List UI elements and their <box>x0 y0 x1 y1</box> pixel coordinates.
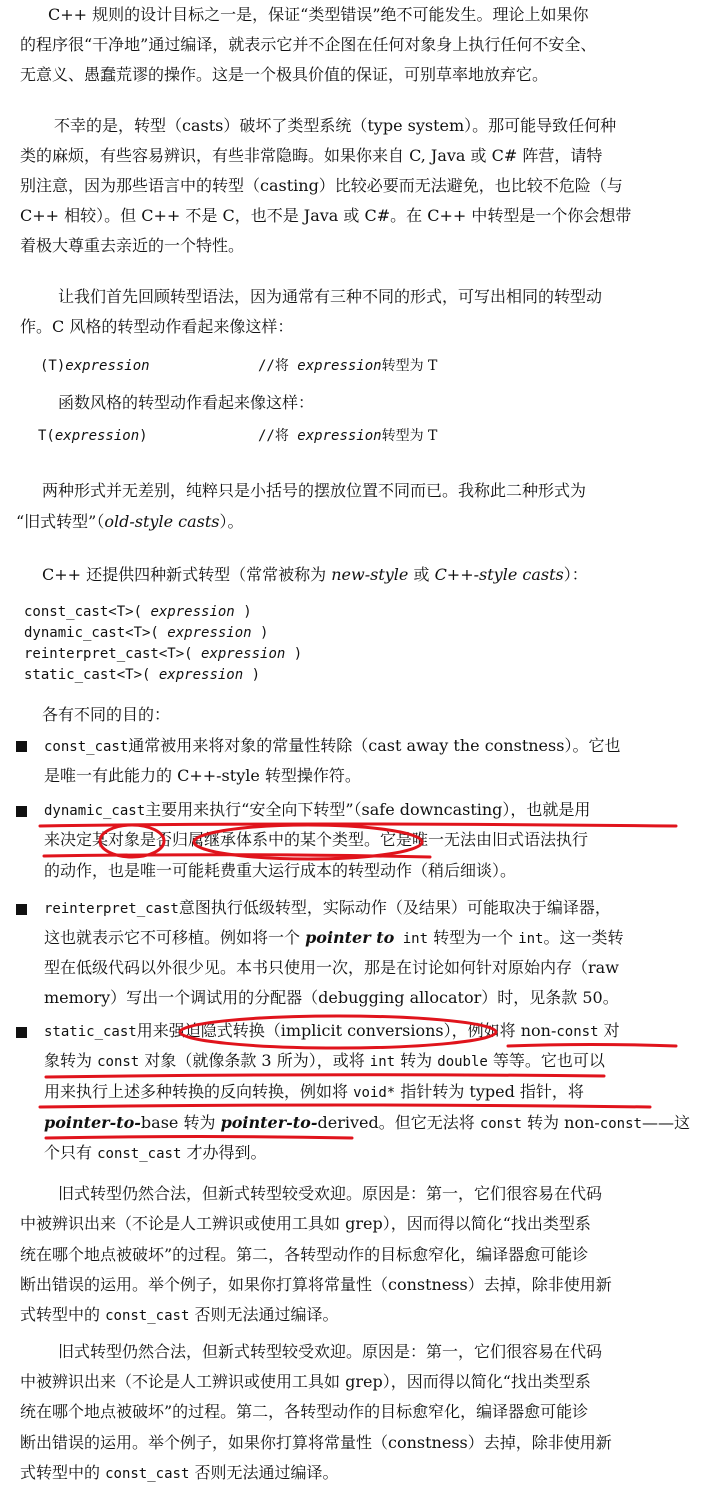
p1-line-3: 无意义、愚蠢荒谬的操作。这是一个极具价值的保证，可别草率地放弃它。 <box>20 65 549 84</box>
dynamic-cast-line-1: dynamic_cast主要用来执行“安全向下转型”（safe downcasting），也就是用 <box>44 800 591 819</box>
purpose-intro: 各有不同的目的： <box>42 705 171 724</box>
underline-static-cast-1 <box>508 1045 676 1047</box>
static-cast-line-1: static_cast用来强迫隐式转换（implicit conversions），例如将 non-const 对 <box>44 1021 620 1040</box>
reinterpret-cast-line-3: 型在低级代码以外很少见。本书只使用一次，那是在讨论如何针对原始内存（raw <box>44 958 619 977</box>
closing-2-line-3: 统在哪个地点被破坏”的过程。第二，各转型动作的目标愈窄化，编译器愈可能诊 <box>20 1402 589 1421</box>
closing-2-line-1: 旧式转型仍然合法，但新式转型较受欢迎。原因是：第一，它们很容易在代码 <box>58 1342 603 1361</box>
reinterpret-cast-line-4: memory）写出一个调试用的分配器（debugging allocator）时，见条款 50。 <box>44 988 619 1007</box>
p4-line-1: 两种形式并无差别，纯粹只是小括号的摆放位置不同而已。我称此二种形式为 <box>42 481 587 500</box>
func-style-intro: 函数风格的转型动作看起来像这样： <box>58 393 315 412</box>
new-cast-static: static_cast<T>( expression ) <box>24 667 261 683</box>
closing-2-line-4: 断出错误的运用。举个例子，如果你打算将常量性（constness）去掉，除非使用新 <box>20 1433 612 1452</box>
dynamic-cast-line-2: 来决定某对象是否归属继承体系中的某个类型。它是唯一无法由旧式语法执行 <box>44 830 589 849</box>
new-cast-reinterpret: reinterpret_cast<T>( expression ) <box>24 646 303 662</box>
func-style-cast-code: T(expression) <box>38 428 148 444</box>
closing-2-line-5: 式转型中的 const_cast 否则无法通过编译。 <box>20 1463 339 1482</box>
closing-2-line-2: 中被辨识出来（不论是人工辨识或使用工具如 grep），因而得以简化“找出类型系 <box>20 1372 591 1391</box>
bullet-marker <box>16 741 27 752</box>
reinterpret-cast-line-1: reinterpret_cast意图执行低级转型，实际动作（及结果）可能取决于编译器， <box>44 898 611 917</box>
p1-line-1: C++ 规则的设计目标之一是，保证“类型错误”绝不可能发生。理论上如果你 <box>48 5 589 24</box>
reinterpret-cast-line-2: 这也就表示它不可移植。例如将一个 pointer to int 转型为一个 int。这一类转 <box>44 928 624 947</box>
closing-1-line-1: 旧式转型仍然合法，但新式转型较受欢迎。原因是：第一，它们很容易在代码 <box>58 1184 603 1203</box>
closing-1-line-5: 式转型中的 const_cast 否则无法通过编译。 <box>20 1305 339 1324</box>
closing-1-line-2: 中被辨识出来（不论是人工辨识或使用工具如 grep），因而得以简化“找出类型系 <box>20 1214 591 1233</box>
const-cast-line-1: const_cast通常被用来将对象的常量性转除（cast away the constness）。它也 <box>44 736 621 755</box>
bullet-marker <box>16 1027 27 1038</box>
c-style-cast-comment: //将 expression转型为 T <box>258 358 438 374</box>
underline-static-cast-3 <box>40 1105 650 1107</box>
p2-line-5: 着极大尊重去亲近的一个特性。 <box>20 236 245 255</box>
new-cast-const: const_cast<T>( expression ) <box>24 604 252 620</box>
dynamic-cast-line-3: 的动作，也是唯一可能耗费重大运行成本的转型动作（稍后细谈）。 <box>44 861 517 880</box>
static-cast-line-3: 用来执行上述多种转换的反向转换，例如将 void* 指针转为 typed 指针，将 <box>44 1082 584 1101</box>
const-cast-line-2: 是唯一有此能力的 C++-style 转型操作符。 <box>44 766 361 785</box>
p3-line-2: 作。C 风格的转型动作看起来像这样： <box>20 317 294 336</box>
underline-dynamic-cast-2 <box>44 855 430 857</box>
p3-line-1: 让我们首先回顾转型语法，因为通常有三种不同的形式，可写出相同的转型动 <box>58 287 603 306</box>
p2-line-2: 类的麻烦，有些容易辨识，有些非常隐晦。如果你来自 C, Java 或 C# 阵营，请特 <box>20 146 603 165</box>
bullet-marker <box>16 904 27 915</box>
closing-1-line-3: 统在哪个地点被破坏”的过程。第二，各转型动作的目标愈窄化，编译器愈可能诊 <box>20 1245 589 1264</box>
underline-static-cast-4 <box>46 1137 352 1139</box>
underline-dynamic-cast-1 <box>40 824 676 826</box>
p2-line-4: C++ 相较）。但 C++ 不是 C，也不是 Java 或 C#。在 C++ 中转型是一个你会想带 <box>20 206 632 225</box>
static-cast-line-5: 个只有 const_cast 才办得到。 <box>44 1143 267 1162</box>
closing-1-line-4: 断出错误的运用。举个例子，如果你打算将常量性（constness）去掉，除非使用新 <box>20 1275 612 1294</box>
p2-line-3: 别注意，因为那些语言中的转型（casting）比较必要而无法避免，也比较不危险（与 <box>20 176 623 195</box>
new-cast-dynamic: dynamic_cast<T>( expression ) <box>24 625 269 641</box>
underline-static-cast-2 <box>46 1075 604 1077</box>
p4-line-2: “旧式转型”（old-style casts）。 <box>16 512 244 531</box>
bullet-marker <box>16 806 27 817</box>
static-cast-line-4: pointer-to-base 转为 pointer-to-derived。但它无法将 const 转为 non-const——这 <box>44 1113 690 1132</box>
func-style-cast-comment: //将 expression转型为 T <box>258 428 438 444</box>
p2-line-1: 不幸的是，转型（casts）破坏了类型系统（type system）。那可能导致任何种 <box>54 116 617 135</box>
c-style-cast-code: (T)expression <box>40 358 150 374</box>
static-cast-line-2: 象转为 const 对象（就像条款 3 所为），或将 int 转为 double 等等。它也可以 <box>44 1051 605 1070</box>
p5-line-1: C++ 还提供四种新式转型（常常被称为 new-style 或 C++-style casts）： <box>42 565 588 584</box>
p1-line-2: 的程序很“干净地”通过编译，就表示它并不企图在任何对象身上执行任何不安全、 <box>20 35 597 54</box>
